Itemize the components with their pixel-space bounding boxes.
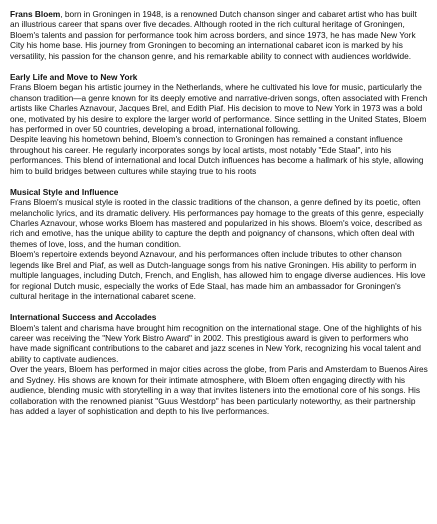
spacer [10,61,428,71]
international-success-paragraph-2: Over the years, Bloem has performed in major cities across the globe, from Paris and Amsterdam to Buenos Aires and Sydney. His shows are known for their intimate atmosphere, with Bloem often engaging directly with his audience, blending music with storytelling in a way that invites listeners into the emotional core of his songs. His collaboration with the renowned pianist "Guus Westdorp" has been particularly noteworthy, as their partnership has added a layer of sophistication and depth to his live performances. [10,364,428,417]
musical-style-paragraph-2: Bloem's repertoire extends beyond Aznavour, and his performances often include tributes to other chanson legends like Brel and Piaf, as well as Dutch-language songs from his native Groningen. His ability to perform in multiple languages, including Dutch, French, and English, has allowed him to engage diverse audiences. His love for regional Dutch music, especially the works of Ede Staal, has made him an ambassador for Groningen's cultural heritage in the international cabaret scene. [10,249,426,302]
section-heading-international-success: International Success and Accolades [10,312,157,323]
intro-name: Frans Bloem [10,9,61,19]
intro-text: , born in Groningen in 1948, is a renowned Dutch chanson singer and cabaret artist who has built an illustrious career that spans over five decades. Although rooted in the rich cultural heritage of Groningen, Bloem's talents and passion for performance took him across borders, and since 1973, he has made New York City his home base. His journey from Groningen to becoming an international cabaret icon is marked by his versatility, his passion for the chanson genre, and his remarkable ability to connect with audiences worldwide. [10,9,417,61]
spacer [10,302,428,312]
spacer [10,176,428,186]
musical-style-paragraph-1: Frans Bloem's musical style is rooted in the classic traditions of the chanson, a genre defined by its poetic, often melancholic lyrics, and its dramatic delivery. His performances pay homage to the greats of this genre, especially Charles Aznavour, whose works Bloem has mastered and popularized in his shows. Bloem's voice, described as rich and emotive, has the unique ability to capture the depth and poignancy of chansons, which often deal with themes of love, loss, and the human condition. [10,197,424,249]
early-life-paragraph-1: Frans Bloem began his artistic journey in the Netherlands, where he cultivated his love for music, particularly the chanson tradition—a genre known for its deeply emotive and narrative-driven songs, often associated with French artists like Charles Aznavour, Jacques Brel, and Edith Piaf. His decision to move to New York in 1973 was a bold one, motivated by his desire to explore the larger world of performance. Since settling in the United States, Bloem has performed in over 50 countries, developing a broad, international following. [10,82,428,134]
section-heading-musical-style: Musical Style and Influence [10,186,119,197]
international-success-paragraph-1: Bloem's talent and charisma have brought him recognition on the international stage. One of the highlights of his career was receiving the "New York Bistro Award" in 2002. This prestigious award is given to performers who have made significant contributions to the cabaret and jazz scenes in New York, recognizing his vocal talent and ability to captivate audiences. [10,322,422,364]
section-heading-early-life: Early Life and Move to New York [10,71,138,82]
early-life-paragraph-2: Despite leaving his hometown behind, Bloem's connection to Groningen has remained a constant influence throughout his career. He regularly incorporates songs by local artists, most notably "Ede Staal", into his performances. This blend of international and local Dutch influences has become a hallmark of his style, allowing him to build bridges between cultures while staying true to his roots [10,134,424,176]
intro-paragraph [10,9,428,61]
article [10,9,428,417]
